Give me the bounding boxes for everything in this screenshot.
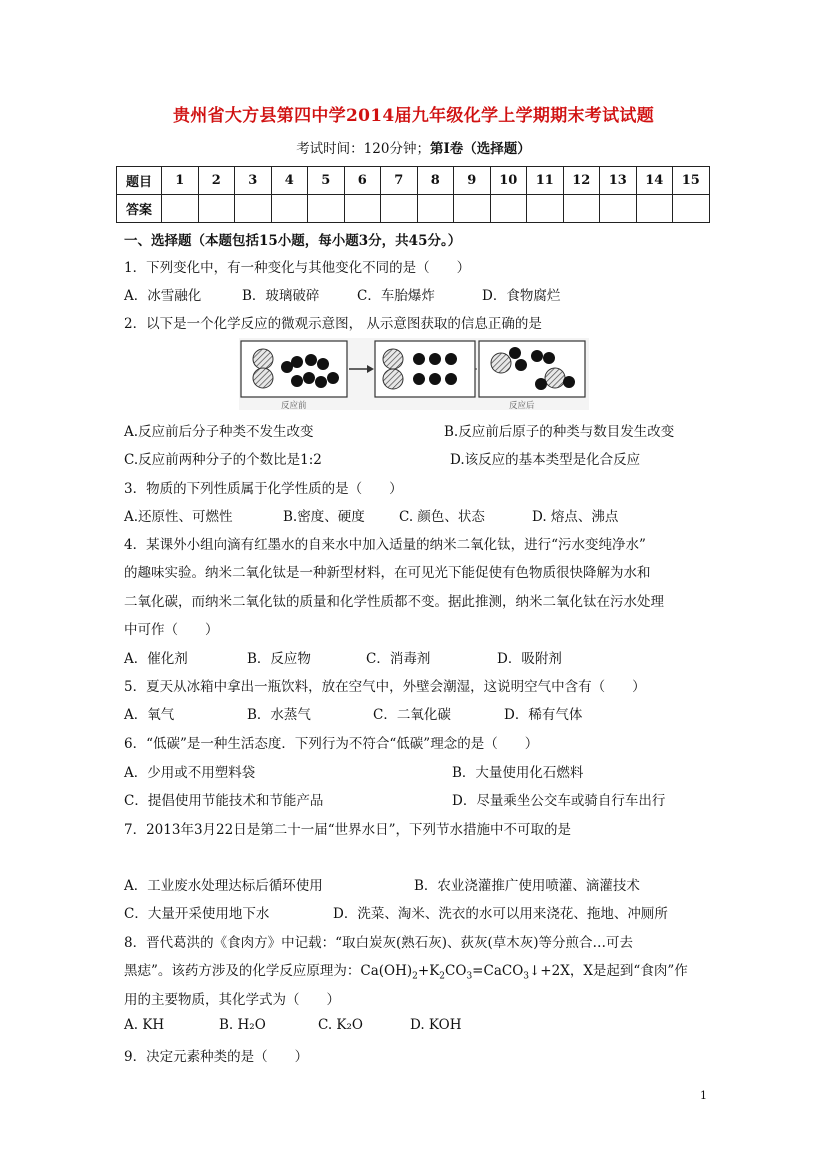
row-label-answer: 答案 xyxy=(117,195,162,223)
answer-table-header-row xyxy=(117,167,710,195)
subscript: 3 xyxy=(466,971,473,982)
question-number: 10 xyxy=(490,167,527,195)
subscript: 3 xyxy=(523,971,529,982)
question-5-stem: 5．夏天从冰箱中拿出一瓶饮料，放在空气中，外壁会潮湿，这说明空气中含有（ ） xyxy=(124,679,646,695)
question-5-option-c[interactable]: C．二氧化碳 xyxy=(373,707,451,723)
question-4-stem-line: 二氧化碳，而纳米二氧化钛的质量和化学性质都不变。据此推测，纳米二氧化钛在污水处理 xyxy=(124,594,664,610)
question-2-option-c[interactable]: C.反应前两种分子的个数比是1:2 xyxy=(124,452,322,468)
question-8-option-c[interactable]: C. K₂O xyxy=(318,1017,363,1033)
question-number: 4 xyxy=(271,167,308,195)
question-6-option-a[interactable]: A．少用或不用塑料袋 xyxy=(124,765,256,781)
question-number: 8 xyxy=(417,167,454,195)
question-number: 6 xyxy=(344,167,381,195)
answer-cell[interactable] xyxy=(454,195,491,223)
question-number: 5 xyxy=(308,167,345,195)
question-8-stem-line xyxy=(124,959,688,982)
question-number: 1 xyxy=(162,167,199,195)
hatched-atom xyxy=(253,368,273,388)
question-8-option-b[interactable]: B. H₂O xyxy=(219,1017,266,1033)
question-3-option-d[interactable]: D. 熔点、沸点 xyxy=(532,509,619,525)
answer-cell[interactable] xyxy=(636,195,673,223)
question-1-option-a[interactable]: A．冰雪融化 xyxy=(124,288,202,304)
question-5-option-a[interactable]: A．氧气 xyxy=(124,707,175,723)
row-label-question: 题目 xyxy=(117,167,162,195)
question-number: 3 xyxy=(235,167,272,195)
q8-text: +K xyxy=(417,963,440,979)
after-label: 反应后 xyxy=(509,401,535,410)
hatched-atom xyxy=(253,349,273,369)
question-4-option-b[interactable]: B．反应物 xyxy=(247,651,311,667)
answer-cell[interactable] xyxy=(271,195,308,223)
answer-table-answer-row xyxy=(117,195,710,223)
question-8-option-a[interactable]: A. KH xyxy=(124,1017,165,1033)
before-label: 反应前 xyxy=(281,401,307,410)
subtitle xyxy=(0,137,827,157)
question-5-option-d[interactable]: D．稀有气体 xyxy=(504,707,583,723)
answer-cell[interactable] xyxy=(563,195,600,223)
q8-text: 黑痣”。该药方涉及的化学反应原理为：Ca(OH) xyxy=(124,963,413,979)
answer-cell[interactable] xyxy=(235,195,272,223)
question-number: 7 xyxy=(381,167,418,195)
question-1-stem: 1．下列变化中，有一种变化与其他变化不同的是（ ） xyxy=(124,260,471,276)
question-number: 14 xyxy=(636,167,673,195)
question-7-option-d[interactable]: D．洗菜、淘米、洗衣的水可以用来浇花、拖地、冲厕所 xyxy=(333,906,668,922)
before-box xyxy=(241,341,347,397)
subscript: 2 xyxy=(439,971,446,982)
question-3-option-b[interactable]: B.密度、硬度 xyxy=(283,509,365,525)
question-1-option-c[interactable]: C．车胎爆炸 xyxy=(357,288,435,304)
question-6-stem: 6．“低碳”是一种生活态度．下列行为不符合“低碳”理念的是（ ） xyxy=(124,736,539,752)
question-4-option-d[interactable]: D．吸附剂 xyxy=(497,651,562,667)
page-title: 贵州省大方县第四中学2014届九年级化学上学期期末考试试题 xyxy=(172,106,654,126)
question-7-option-c[interactable]: C．大量开采使用地下水 xyxy=(124,906,270,922)
question-number: 11 xyxy=(527,167,564,195)
question-number: 9 xyxy=(454,167,491,195)
answer-cell[interactable] xyxy=(162,195,199,223)
q8-text: CO xyxy=(445,963,467,979)
answer-cell[interactable] xyxy=(673,195,710,223)
subscript: 2 xyxy=(412,971,418,982)
question-3-option-c[interactable]: C. 颜色、状态 xyxy=(399,509,485,525)
question-8-stem-line: 8．晋代葛洪的《食肉方》中记载：“取白炭灰(熟石灰)、荻灰(草木灰)等分煎合…可去 xyxy=(124,935,634,951)
exam-time: 考试时间：120分钟； xyxy=(296,141,430,157)
question-1-option-b[interactable]: B．玻璃破碎 xyxy=(242,288,320,304)
question-7-option-a[interactable]: A．工业废水处理达标后循环使用 xyxy=(124,878,323,894)
question-9-stem: 9．决定元素种类的是（ ） xyxy=(124,1049,309,1065)
question-3-stem: 3．物质的下列性质属于化学性质的是（ ） xyxy=(124,481,403,497)
answer-cell[interactable] xyxy=(600,195,637,223)
question-8-stem-line: 用的主要物质，其化学式为（ ） xyxy=(124,992,340,1008)
part-label: 第Ⅰ卷（选择题） xyxy=(429,141,531,157)
question-4-stem-line: 中可作（ ） xyxy=(124,622,219,638)
question-2-option-b[interactable]: B.反应前后原子的种类与数目发生改变 xyxy=(444,424,675,440)
question-2-stem: 2．以下是一个化学反应的微观示意图， 从示意图获取的信息正确的是 xyxy=(124,316,542,332)
answer-cell[interactable] xyxy=(344,195,381,223)
question-number: 2 xyxy=(198,167,235,195)
question-5-option-b[interactable]: B．水蒸气 xyxy=(247,707,311,723)
answer-cell[interactable] xyxy=(527,195,564,223)
question-2-option-d[interactable]: D.该反应的基本类型是化合反应 xyxy=(450,452,641,468)
answer-cell[interactable] xyxy=(198,195,235,223)
answer-table xyxy=(116,166,710,223)
question-number: 12 xyxy=(563,167,600,195)
question-6-option-b[interactable]: B．大量使用化石燃料 xyxy=(452,765,584,781)
question-6-option-d[interactable]: D．尽量乘坐公交车或骑自行车出行 xyxy=(452,793,666,809)
question-number: 15 xyxy=(673,167,710,195)
question-4-option-a[interactable]: A．催化剂 xyxy=(124,651,188,667)
answer-cell[interactable] xyxy=(417,195,454,223)
question-1-option-d[interactable]: D．食物腐烂 xyxy=(482,288,561,304)
question-number: 13 xyxy=(600,167,637,195)
answer-cell[interactable] xyxy=(381,195,418,223)
question-7-stem: 7．2013年3月22日是第二十一届“世界水日”，下列节水措施中不可取的是 xyxy=(124,822,572,838)
question-4-option-c[interactable]: C．消毒剂 xyxy=(366,651,431,667)
q8-text: =CaCO xyxy=(472,963,524,979)
page-number: 1 xyxy=(700,1089,707,1102)
question-8-option-d[interactable]: D. KOH xyxy=(410,1017,462,1033)
question-4-stem-line: 的趣味实验。纳米二氧化钛是一种新型材料，在可见光下能促使有色物质很快降解为水和 xyxy=(124,565,651,581)
answer-cell[interactable] xyxy=(490,195,527,223)
question-7-option-b[interactable]: B．农业浇灌推广使用喷灌、滴灌技术 xyxy=(414,878,640,894)
question-2-option-a[interactable]: A.反应前后分子种类不发生改变 xyxy=(124,424,314,440)
question-6-option-c[interactable]: C．提倡使用节能技术和节能产品 xyxy=(124,793,324,809)
question-3-option-a[interactable]: A.还原性、可燃性 xyxy=(124,509,233,525)
q8-text: ↓+2X，X是起到“食肉”作 xyxy=(529,963,688,979)
reaction-microscopic-diagram xyxy=(239,338,589,410)
section-heading: 一、选择题（本题包括15小题，每小题3分，共45分。） xyxy=(124,233,462,249)
question-4-stem-line: 4．某课外小组向滴有红墨水的自来水中加入适量的纳米二氧化钛，进行“污水变纯净水” xyxy=(124,537,646,553)
answer-cell[interactable] xyxy=(308,195,345,223)
